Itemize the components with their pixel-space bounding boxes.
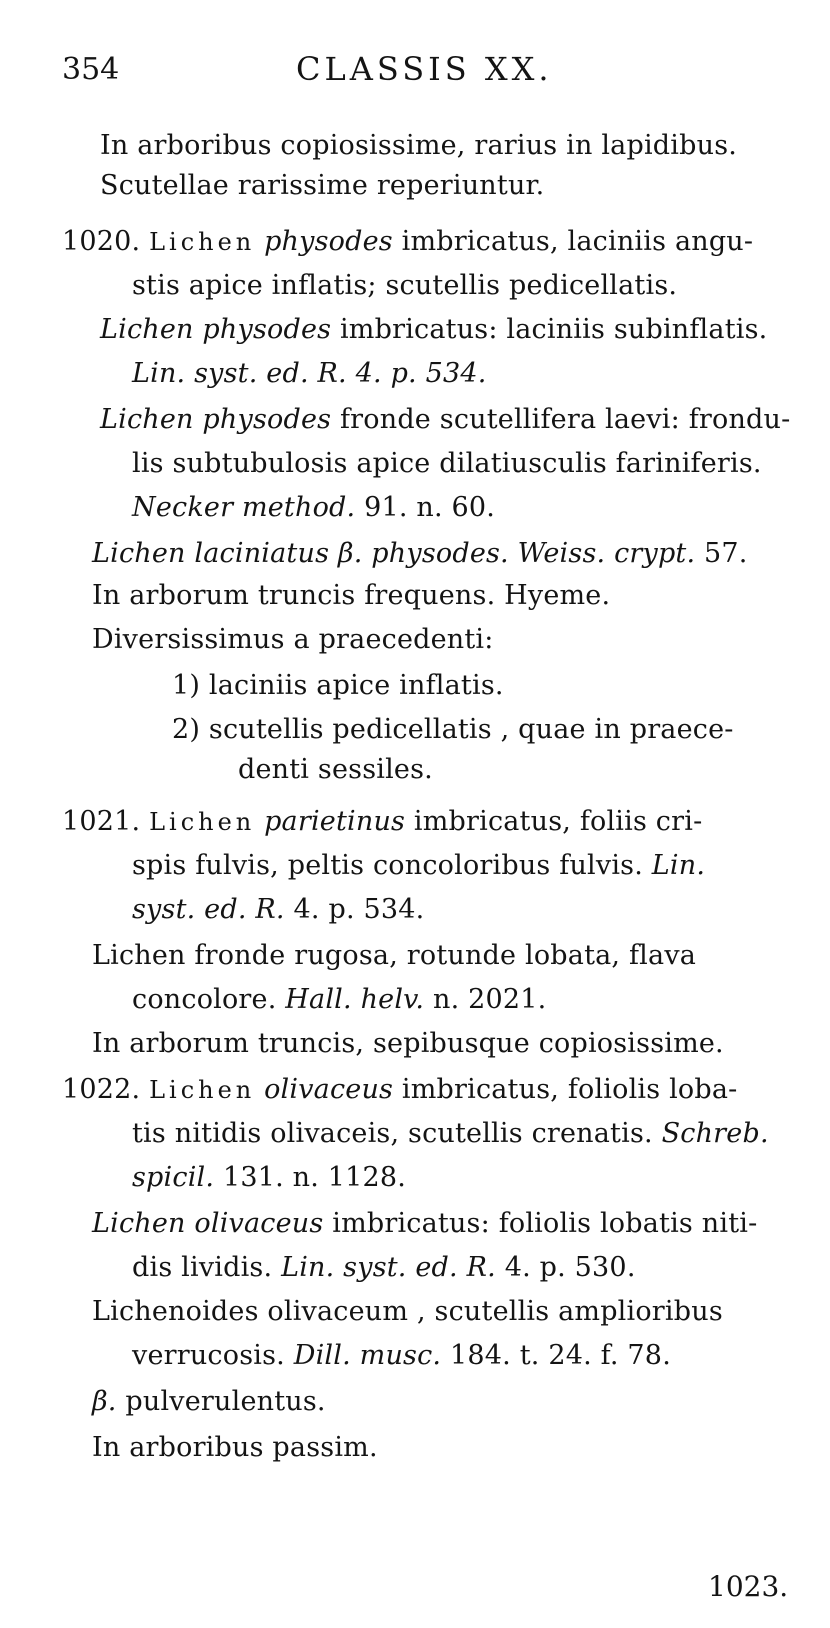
citation-line: Lin. syst. ed. R. 4. p. 534.: [132, 358, 487, 389]
text-line: Lichenoides olivaceum , scutellis amplioribus: [92, 1296, 723, 1327]
citation-line: Necker method. 91. n. 60.: [132, 492, 496, 523]
text-line: 2) scutellis pedicellatis , quae in praece-: [172, 714, 734, 745]
running-title: CLASSIS XX.: [296, 50, 553, 88]
entry-number: 1022.: [62, 1074, 141, 1105]
citation-line: verrucosis. Dill. musc. 184. t. 24. f. 78.: [132, 1340, 671, 1371]
text-line: In arborum truncis, sepibusque copiosissime.: [92, 1028, 724, 1059]
genus-name: Lichen: [149, 1076, 256, 1104]
text-line: Scutellae rarissime reperiuntur.: [100, 170, 545, 201]
entry-number: 1020.: [62, 226, 141, 257]
synonym-line: Lichen laciniatus β. physodes. Weiss. crypt. 57.: [92, 538, 748, 569]
text-line: In arborum truncis frequens. Hyeme.: [92, 580, 611, 611]
text-line: Diversissimus a praecedenti:: [92, 624, 494, 655]
text-line: lis subtubulosis apice dilatiusculis fariniferis.: [132, 448, 762, 479]
page-number: 354: [62, 52, 120, 87]
entry-1022: 1022. Lichen olivaceus imbricatus, foliolis loba-: [62, 1074, 738, 1105]
text-line: spis fulvis, peltis concoloribus fulvis. Lin.: [132, 850, 706, 881]
text-line: stis apice inflatis; scutellis pedicellatis.: [132, 270, 678, 301]
species-name: parietinus: [264, 806, 406, 837]
species-name: olivaceus: [264, 1074, 394, 1105]
text-line: Lichen fronde rugosa, rotunde lobata, flava: [92, 940, 697, 971]
entry-1020: 1020. Lichen physodes imbricatus, laciniis angu-: [62, 226, 754, 257]
text-line: In arboribus passim.: [92, 1432, 378, 1463]
text-line: denti sessiles.: [238, 754, 433, 785]
synonym-line: Lichen physodes fronde scutellifera laevi: frondu-: [100, 404, 791, 435]
citation-line: dis lividis. Lin. syst. ed. R. 4. p. 530.: [132, 1252, 636, 1283]
entry-1021: 1021. Lichen parietinus imbricatus, foliis cri-: [62, 806, 703, 837]
synonym-line: Lichen physodes imbricatus: laciniis subinflatis.: [100, 314, 768, 345]
text-line: tis nitidis olivaceis, scutellis crenatis. Schreb.: [132, 1118, 769, 1149]
genus-name: Lichen: [149, 808, 256, 836]
entry-number: 1021.: [62, 806, 141, 837]
citation-line: syst. ed. R. 4. p. 534.: [132, 894, 425, 925]
citation-line: spicil. 131. n. 1128.: [132, 1162, 407, 1193]
synonym-line: Lichen olivaceus imbricatus: foliolis lobatis niti-: [92, 1208, 758, 1239]
citation-line: concolore. Hall. helv. n. 2021.: [132, 984, 547, 1015]
text-line: In arboribus copiosissime, rarius in lapidibus.: [100, 130, 738, 161]
genus-name: Lichen: [149, 228, 256, 256]
catchword: 1023.: [708, 1570, 789, 1603]
text-line: 1) laciniis apice inflatis.: [172, 670, 504, 701]
variety-line: β. pulverulentus.: [92, 1386, 326, 1417]
species-name: physodes: [264, 226, 393, 257]
